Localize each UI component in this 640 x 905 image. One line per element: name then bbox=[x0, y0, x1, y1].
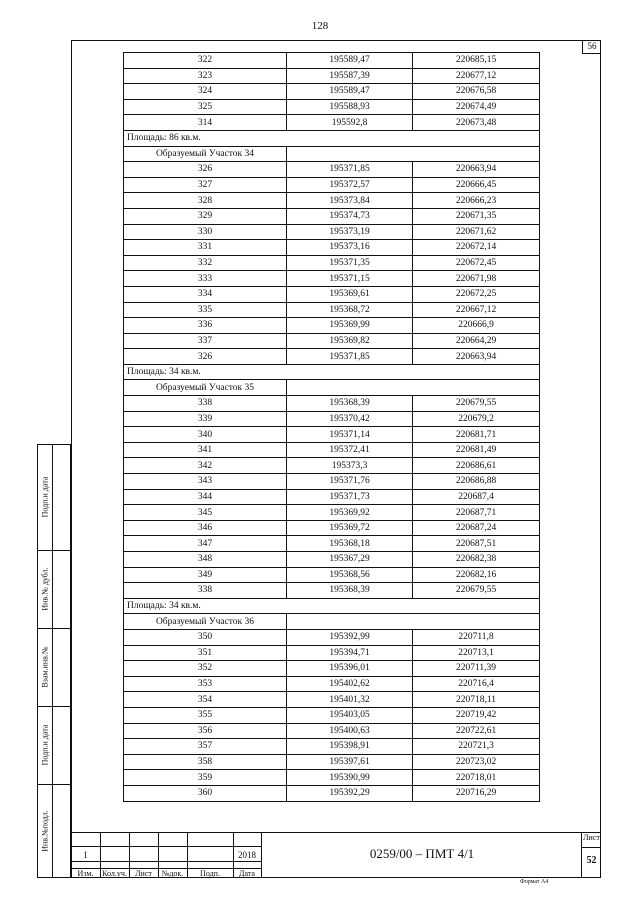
coord-x: 195587,39 bbox=[287, 68, 413, 84]
point-number: 345 bbox=[124, 505, 287, 521]
coord-y: 220713,1 bbox=[413, 645, 540, 661]
table-row bbox=[124, 520, 540, 536]
side-label-podp-date-1: Подп.и дата bbox=[40, 476, 50, 518]
table-row bbox=[124, 302, 540, 318]
coordinates-table bbox=[123, 52, 540, 802]
table-row bbox=[124, 458, 540, 474]
coord-y: 220663,94 bbox=[413, 349, 540, 365]
page-number: 128 bbox=[311, 20, 329, 32]
coord-y: 220721,3 bbox=[413, 739, 540, 755]
coord-x: 195369,61 bbox=[287, 286, 413, 302]
coord-x: 195589,47 bbox=[287, 53, 413, 69]
parcel-header-empty bbox=[287, 614, 540, 630]
table-row bbox=[124, 84, 540, 100]
point-number: 350 bbox=[124, 629, 287, 645]
table-row bbox=[124, 333, 540, 349]
coord-x: 195368,72 bbox=[287, 302, 413, 318]
point-number: 360 bbox=[124, 785, 287, 801]
table-row bbox=[124, 629, 540, 645]
sheet-label: Лист bbox=[583, 833, 600, 842]
point-number: 314 bbox=[124, 115, 287, 131]
coord-x: 195368,18 bbox=[287, 536, 413, 552]
point-number: 332 bbox=[124, 255, 287, 271]
coord-y: 220687,4 bbox=[413, 489, 540, 505]
point-number: 357 bbox=[124, 739, 287, 755]
coord-x: 195369,92 bbox=[287, 505, 413, 521]
table-row bbox=[124, 754, 540, 770]
coord-y: 220671,98 bbox=[413, 271, 540, 287]
coord-x: 195371,85 bbox=[287, 349, 413, 365]
coord-y: 220687,24 bbox=[413, 520, 540, 536]
point-number: 326 bbox=[124, 349, 287, 365]
coord-x: 195373,84 bbox=[287, 193, 413, 209]
area-row bbox=[124, 364, 540, 380]
point-number: 329 bbox=[124, 208, 287, 224]
coord-y: 220682,16 bbox=[413, 567, 540, 583]
table-row bbox=[124, 99, 540, 115]
coord-x: 195392,29 bbox=[287, 785, 413, 801]
coord-y: 220672,45 bbox=[413, 255, 540, 271]
point-number: 349 bbox=[124, 567, 287, 583]
coord-y: 220686,61 bbox=[413, 458, 540, 474]
parcel-header-row bbox=[124, 380, 540, 396]
format-note: Формат А4 bbox=[520, 879, 549, 885]
point-number: 326 bbox=[124, 162, 287, 178]
table-row bbox=[124, 349, 540, 365]
table-row bbox=[124, 552, 540, 568]
point-number: 337 bbox=[124, 333, 287, 349]
coord-y: 220687,71 bbox=[413, 505, 540, 521]
coord-x: 195392,99 bbox=[287, 629, 413, 645]
coord-y: 220686,88 bbox=[413, 474, 540, 490]
side-stamp-divider bbox=[38, 550, 72, 551]
coord-y: 220679,2 bbox=[413, 411, 540, 427]
coord-y: 220676,58 bbox=[413, 84, 540, 100]
coord-y: 220667,12 bbox=[413, 302, 540, 318]
parcel-header-row bbox=[124, 146, 540, 162]
document-code: 0259/00 – ПМТ 4/1 bbox=[369, 846, 475, 861]
parcel-title: Образуемый Участок 34 bbox=[124, 146, 287, 162]
sheet-number: 52 bbox=[586, 855, 597, 866]
side-label-inv-podl: Инв.№подл. bbox=[40, 810, 50, 852]
table-row bbox=[124, 255, 540, 271]
point-number: 340 bbox=[124, 427, 287, 443]
point-number: 341 bbox=[124, 442, 287, 458]
table-row bbox=[124, 583, 540, 599]
coord-y: 220677,12 bbox=[413, 68, 540, 84]
tb-header-data: Дата bbox=[239, 869, 255, 878]
parcel-title: Образуемый Участок 35 bbox=[124, 380, 287, 396]
coord-y: 220716,4 bbox=[413, 676, 540, 692]
coord-x: 195589,47 bbox=[287, 84, 413, 100]
parcel-title: Образуемый Участок 36 bbox=[124, 614, 287, 630]
side-label-inv-dubl: Инв.№ дубл. bbox=[40, 567, 50, 611]
coord-y: 220711,39 bbox=[413, 661, 540, 677]
point-number: 334 bbox=[124, 286, 287, 302]
coord-x: 195368,39 bbox=[287, 583, 413, 599]
tb-row-line bbox=[71, 846, 261, 847]
table-row bbox=[124, 723, 540, 739]
coord-y: 220664,29 bbox=[413, 333, 540, 349]
parcel-header-empty bbox=[287, 146, 540, 162]
table-row bbox=[124, 396, 540, 412]
point-number: 339 bbox=[124, 411, 287, 427]
table-row bbox=[124, 115, 540, 131]
point-number: 338 bbox=[124, 396, 287, 412]
table-row bbox=[124, 240, 540, 256]
table-row bbox=[124, 567, 540, 583]
point-number: 331 bbox=[124, 240, 287, 256]
coord-x: 195400,63 bbox=[287, 723, 413, 739]
point-number: 328 bbox=[124, 193, 287, 209]
parcel-header-empty bbox=[287, 380, 540, 396]
coord-y: 220671,35 bbox=[413, 208, 540, 224]
coord-x: 195369,82 bbox=[287, 333, 413, 349]
coord-x: 195394,71 bbox=[287, 645, 413, 661]
coord-x: 195368,39 bbox=[287, 396, 413, 412]
coord-y: 220679,55 bbox=[413, 396, 540, 412]
coord-x: 195402,62 bbox=[287, 676, 413, 692]
area-row bbox=[124, 130, 540, 146]
parcel-header-row bbox=[124, 614, 540, 630]
point-number: 335 bbox=[124, 302, 287, 318]
table-row bbox=[124, 193, 540, 209]
table-row bbox=[124, 224, 540, 240]
point-number: 348 bbox=[124, 552, 287, 568]
table-row bbox=[124, 286, 540, 302]
table-row bbox=[124, 770, 540, 786]
coord-y: 220666,45 bbox=[413, 177, 540, 193]
point-number: 351 bbox=[124, 645, 287, 661]
coord-x: 195390,99 bbox=[287, 770, 413, 786]
point-number: 342 bbox=[124, 458, 287, 474]
area-label: Площадь: 34 кв.м. bbox=[124, 364, 540, 380]
point-number: 325 bbox=[124, 99, 287, 115]
coord-y: 220679,55 bbox=[413, 583, 540, 599]
point-number: 323 bbox=[124, 68, 287, 84]
coord-x: 195374,73 bbox=[287, 208, 413, 224]
coord-y: 220673,48 bbox=[413, 115, 540, 131]
coord-y: 220716,29 bbox=[413, 785, 540, 801]
coord-x: 195372,57 bbox=[287, 177, 413, 193]
table-row bbox=[124, 53, 540, 69]
table-row bbox=[124, 442, 540, 458]
coord-x: 195371,15 bbox=[287, 271, 413, 287]
tb-header-list: Лист bbox=[135, 869, 152, 878]
point-number: 322 bbox=[124, 53, 287, 69]
tb-row-line bbox=[71, 861, 261, 862]
point-number: 324 bbox=[124, 84, 287, 100]
table-row bbox=[124, 505, 540, 521]
table-row bbox=[124, 162, 540, 178]
coord-x: 195370,42 bbox=[287, 411, 413, 427]
coord-x: 195369,99 bbox=[287, 318, 413, 334]
tb-change-num: 1 bbox=[83, 850, 88, 860]
table-row bbox=[124, 489, 540, 505]
coord-x: 195371,85 bbox=[287, 162, 413, 178]
coord-x: 195371,73 bbox=[287, 489, 413, 505]
coord-x: 195397,61 bbox=[287, 754, 413, 770]
point-number: 347 bbox=[124, 536, 287, 552]
point-number: 352 bbox=[124, 661, 287, 677]
point-number: 344 bbox=[124, 489, 287, 505]
table-row bbox=[124, 707, 540, 723]
table-row bbox=[124, 536, 540, 552]
table-row bbox=[124, 208, 540, 224]
point-number: 358 bbox=[124, 754, 287, 770]
area-label: Площадь: 86 кв.м. bbox=[124, 130, 540, 146]
coord-x: 195372,41 bbox=[287, 442, 413, 458]
tb-header-podp: Подп. bbox=[200, 869, 220, 878]
coord-y: 220723,02 bbox=[413, 754, 540, 770]
point-number: 356 bbox=[124, 723, 287, 739]
coord-x: 195368,56 bbox=[287, 567, 413, 583]
coord-y: 220666,23 bbox=[413, 193, 540, 209]
tb-header-koluch: Кол.уч. bbox=[102, 869, 127, 878]
side-stamp-divider bbox=[38, 706, 72, 707]
table-row bbox=[124, 411, 540, 427]
point-number: 338 bbox=[124, 583, 287, 599]
coord-y: 220681,49 bbox=[413, 442, 540, 458]
coord-x: 195371,35 bbox=[287, 255, 413, 271]
area-label: Площадь: 34 кв.м. bbox=[124, 598, 540, 614]
coord-x: 195396,01 bbox=[287, 661, 413, 677]
table-row bbox=[124, 785, 540, 801]
table-row bbox=[124, 68, 540, 84]
coord-y: 220685,15 bbox=[413, 53, 540, 69]
side-stamp bbox=[37, 444, 71, 878]
coord-x: 195592,8 bbox=[287, 115, 413, 131]
coord-x: 195373,19 bbox=[287, 224, 413, 240]
point-number: 354 bbox=[124, 692, 287, 708]
side-label-vzam-inv: Взам.инв.№ bbox=[40, 646, 50, 688]
coord-x: 195369,72 bbox=[287, 520, 413, 536]
coord-x: 195588,93 bbox=[287, 99, 413, 115]
coord-y: 220663,94 bbox=[413, 162, 540, 178]
coord-y: 220687,51 bbox=[413, 536, 540, 552]
coord-y: 220674,49 bbox=[413, 99, 540, 115]
coord-y: 220722,61 bbox=[413, 723, 540, 739]
coord-x: 195371,14 bbox=[287, 427, 413, 443]
coord-x: 195373,3 bbox=[287, 458, 413, 474]
table-row bbox=[124, 271, 540, 287]
table-row bbox=[124, 177, 540, 193]
table-row bbox=[124, 645, 540, 661]
tb-year: 2018 bbox=[238, 850, 256, 860]
coord-y: 220718,11 bbox=[413, 692, 540, 708]
coord-y: 220672,25 bbox=[413, 286, 540, 302]
table-row bbox=[124, 739, 540, 755]
coord-x: 195373,16 bbox=[287, 240, 413, 256]
point-number: 359 bbox=[124, 770, 287, 786]
point-number: 353 bbox=[124, 676, 287, 692]
table-row bbox=[124, 427, 540, 443]
table-row bbox=[124, 661, 540, 677]
side-label-podp-date-2: Подп.и дата bbox=[40, 724, 50, 766]
point-number: 355 bbox=[124, 707, 287, 723]
point-number: 343 bbox=[124, 474, 287, 490]
area-row bbox=[124, 598, 540, 614]
point-number: 327 bbox=[124, 177, 287, 193]
tb-sheet-line bbox=[581, 847, 601, 848]
side-stamp-divider bbox=[38, 628, 72, 629]
table-row bbox=[124, 474, 540, 490]
coord-y: 220718,01 bbox=[413, 770, 540, 786]
coord-y: 220682,38 bbox=[413, 552, 540, 568]
coord-y: 220666,9 bbox=[413, 318, 540, 334]
table-row bbox=[124, 676, 540, 692]
coord-x: 195371,76 bbox=[287, 474, 413, 490]
coord-x: 195401,32 bbox=[287, 692, 413, 708]
tb-header-ndok: №док. bbox=[161, 869, 184, 878]
coord-y: 220672,14 bbox=[413, 240, 540, 256]
coord-x: 195403,05 bbox=[287, 707, 413, 723]
coord-x: 195398,91 bbox=[287, 739, 413, 755]
point-number: 330 bbox=[124, 224, 287, 240]
point-number: 333 bbox=[124, 271, 287, 287]
coord-y: 220719,42 bbox=[413, 707, 540, 723]
tb-header-izm: Изм. bbox=[77, 869, 94, 878]
point-number: 346 bbox=[124, 520, 287, 536]
side-stamp-divider bbox=[38, 784, 72, 785]
table-row bbox=[124, 318, 540, 334]
coord-y: 220671,62 bbox=[413, 224, 540, 240]
coord-y: 220681,71 bbox=[413, 427, 540, 443]
coord-x: 195367,29 bbox=[287, 552, 413, 568]
point-number: 336 bbox=[124, 318, 287, 334]
corner-sheet-number: 56 bbox=[582, 40, 601, 54]
coord-y: 220711,8 bbox=[413, 629, 540, 645]
table-row bbox=[124, 692, 540, 708]
